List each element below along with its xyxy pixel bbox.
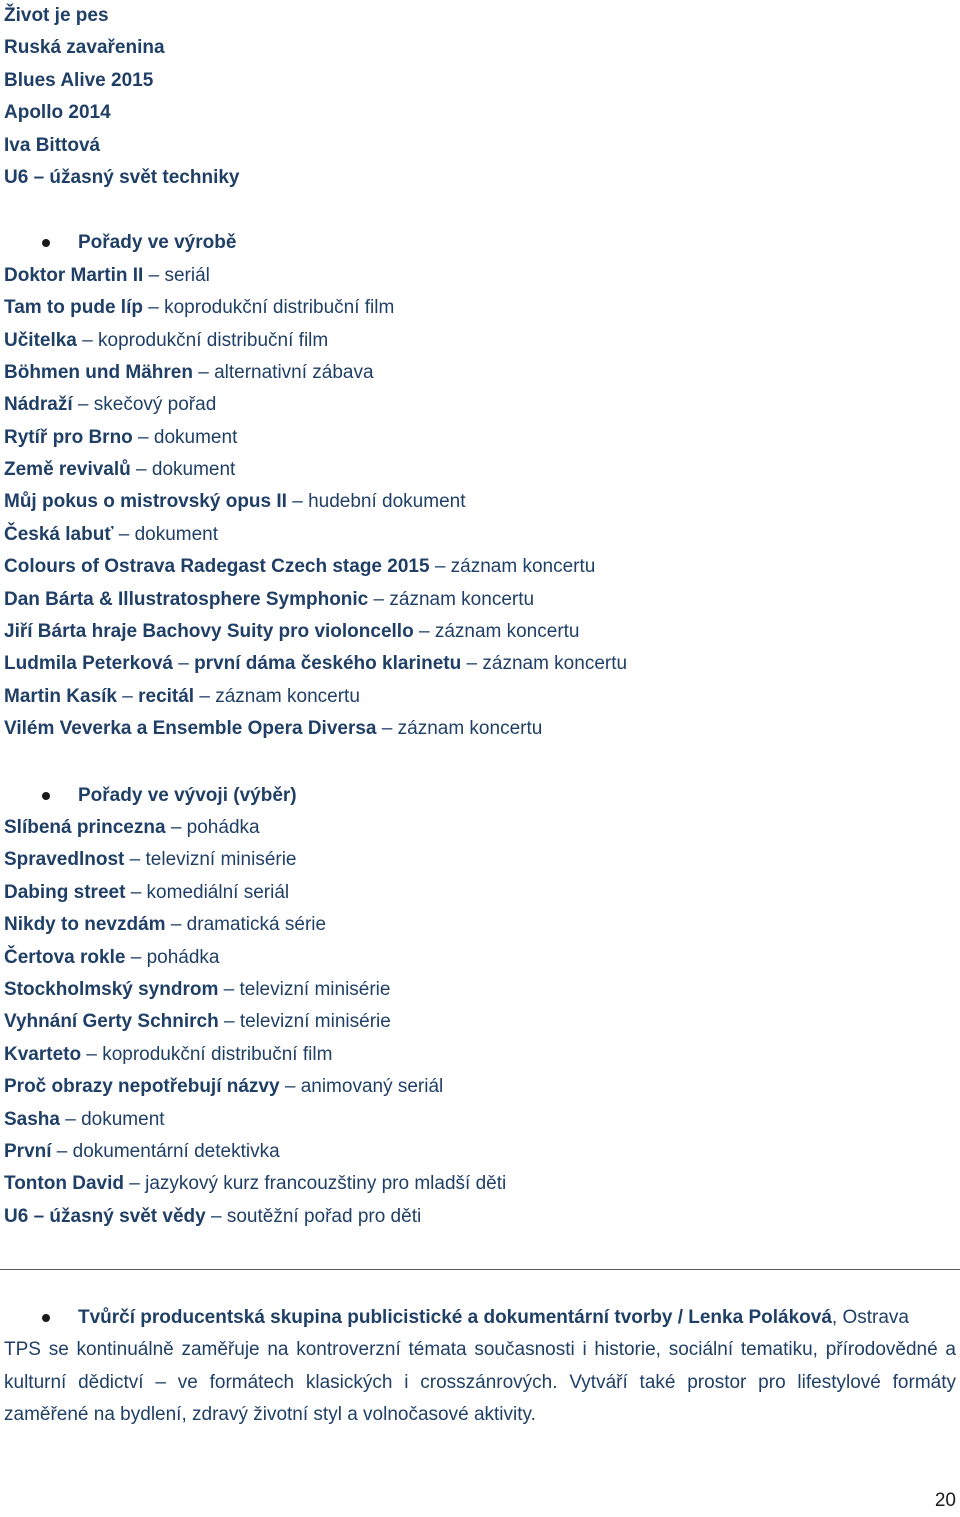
item-description: dokument	[81, 1108, 165, 1130]
item-title: Slíbená princezna	[4, 816, 166, 838]
item-description: záznam koncertu	[450, 556, 596, 578]
list-item: Vyhnání Gerty Schnirch – televizní minisérie	[4, 1011, 391, 1033]
item-description: animovaný seriál	[300, 1076, 444, 1098]
item-title: Nikdy to nevzdám	[4, 914, 166, 936]
item-title: Colours of Ostrava Radegast Czech stage 2015	[4, 556, 430, 578]
list-item: Nádraží – skečový pořad	[4, 394, 217, 416]
item-title: Ludmila Peterková	[4, 653, 173, 675]
list-item: Martin Kasík – recitál – záznam koncertu	[4, 685, 360, 707]
item-description: komediální seriál	[146, 881, 290, 903]
item-description: televizní minisérie	[145, 849, 297, 871]
list-item: Colours of Ostrava Radegast Czech stage 2015 – záznam koncertu	[4, 556, 596, 578]
list-item: Sasha – dokument	[4, 1108, 165, 1130]
item-title: Sasha	[4, 1108, 60, 1130]
item-description: televizní minisérie	[239, 1011, 391, 1033]
item-description: koprodukční distribuční film	[164, 297, 395, 319]
item-description: záznam koncertu	[215, 685, 360, 707]
top-list	[4, 0, 956, 194]
item-subtitle: recitál	[138, 685, 195, 707]
item-description: koprodukční distribuční film	[98, 329, 329, 351]
item-description: koprodukční distribuční film	[102, 1043, 333, 1065]
item-description: dokument	[151, 459, 236, 481]
item-description: pohádka	[146, 946, 220, 968]
list-item: Kvarteto – koprodukční distribuční film	[4, 1043, 333, 1065]
list-item: Doktor Martin II – seriál	[4, 264, 210, 286]
production-list	[4, 260, 956, 746]
list-item: Učitelka – koprodukční distribuční film	[4, 329, 329, 351]
page-number: 20	[934, 1490, 956, 1511]
list-item: Böhmen und Mähren – alternativní zábava	[4, 361, 374, 383]
item-title: Stockholmský syndrom	[4, 978, 219, 1000]
list-item: Život je pes	[4, 5, 109, 26]
item-title: Proč obrazy nepotřebují názvy	[4, 1076, 280, 1098]
list-item: Stockholmský syndrom – televizní minisérie	[4, 978, 391, 1000]
list-item: Vilém Veverka a Ensemble Opera Diversa – záznam koncertu	[4, 718, 543, 740]
list-item: U6 – úžasný svět techniky	[4, 166, 240, 188]
tps-section	[4, 1302, 956, 1432]
item-description: záznam koncertu	[389, 588, 535, 610]
item-title: Učitelka	[4, 329, 77, 351]
tps-heading-bold: Tvůrčí producentská skupina publicistické a dokumentární tvorby / Lenka Poláková	[78, 1307, 832, 1328]
bullet-icon	[42, 239, 50, 247]
list-item: Tam to pude líp – koprodukční distribuční film	[4, 297, 395, 319]
item-description: dokument	[153, 426, 238, 448]
item-title: Česká labuť	[4, 523, 114, 545]
item-description: dokument	[134, 523, 219, 545]
item-title: Kvarteto	[4, 1043, 82, 1065]
list-item: Iva Bittová	[4, 134, 101, 156]
list-item: Čertova rokle – pohádka	[4, 946, 220, 968]
item-description: seriál	[164, 264, 210, 286]
item-title: Dabing street	[4, 881, 126, 903]
list-item: Dabing street – komediální seriál	[4, 881, 290, 903]
list-item: Slíbená princezna – pohádka	[4, 816, 260, 838]
item-title: Rytíř pro Brno	[4, 426, 133, 448]
item-title: Martin Kasík	[4, 685, 117, 707]
list-item: První – dokumentární detektivka	[4, 1140, 280, 1162]
list-item: Spravedlnost – televizní minisérie	[4, 849, 297, 871]
bullet-icon	[42, 1314, 50, 1322]
list-item: Ruská zavařenina	[4, 37, 165, 59]
tps-paragraph: TPS se kontinuálně zaměřuje na kontroverzní témata současnosti i historie, sociální tematiku, přírodovědné a kulturní dědictví – ve formátech klasických i crosszánrových. Vytváří také prostor pro lifestylové formáty zaměřené na bydlení, zdravý životní styl a volnočasové aktivity.	[4, 1339, 956, 1426]
section-heading-development	[4, 780, 956, 812]
section-heading-text: Pořady ve výrobě	[78, 232, 237, 254]
item-description: záznam koncertu	[482, 653, 628, 675]
item-description: soutěžní pořad pro děti	[226, 1205, 422, 1227]
item-title: Země revivalů	[4, 459, 131, 481]
document-page	[4, 0, 956, 1233]
list-item: Dan Bárta & Illustratosphere Symphonic – záznam koncertu	[4, 588, 535, 610]
horizontal-rule	[0, 1269, 960, 1270]
item-title: U6 – úžasný svět vědy	[4, 1205, 206, 1227]
item-title: Vilém Veverka a Ensemble Opera Diversa	[4, 718, 377, 740]
item-title: Jiří Bárta hraje Bachovy Suity pro violoncello	[4, 621, 414, 643]
item-description: hudební dokument	[308, 491, 466, 513]
list-item: Česká labuť – dokument	[4, 523, 219, 545]
list-item: U6 – úžasný svět vědy – soutěžní pořad pro děti	[4, 1205, 422, 1227]
list-item: Rytíř pro Brno – dokument	[4, 426, 238, 448]
list-item: Blues Alive 2015	[4, 69, 154, 91]
item-title: Můj pokus o mistrovský opus II	[4, 491, 287, 513]
item-description: dramatická série	[186, 914, 327, 936]
item-title: Tonton David	[4, 1173, 124, 1195]
item-description: záznam koncertu	[434, 621, 580, 643]
item-title: První	[4, 1140, 52, 1162]
item-title: Dan Bárta & Illustratosphere Symphonic	[4, 588, 369, 610]
item-description: televizní minisérie	[239, 978, 391, 1000]
item-description: záznam koncertu	[397, 718, 543, 740]
item-title: Nádraží	[4, 394, 73, 416]
list-item: Můj pokus o mistrovský opus II – hudební dokument	[4, 491, 466, 513]
item-description: jazykový kurz francouzštiny pro mladší děti	[145, 1173, 507, 1195]
list-item: Apollo 2014	[4, 102, 111, 124]
section-heading-tps	[4, 1302, 956, 1334]
item-subtitle: první dáma českého klarinetu	[194, 653, 462, 675]
item-title: Čertova rokle	[4, 946, 126, 968]
development-list	[4, 812, 956, 1233]
list-item: Země revivalů – dokument	[4, 459, 236, 481]
bullet-icon	[42, 792, 50, 800]
item-description: pohádka	[186, 816, 260, 838]
list-item: Nikdy to nevzdám – dramatická série	[4, 914, 327, 936]
item-description: skečový pořad	[93, 394, 217, 416]
section-heading-production	[4, 227, 956, 259]
item-title: Tam to pude líp	[4, 297, 143, 319]
item-title: Böhmen und Mähren	[4, 361, 193, 383]
item-description: alternativní zábava	[214, 361, 374, 383]
section-heading-text: Pořady ve vývoji (výběr)	[78, 784, 297, 806]
item-title: Vyhnání Gerty Schnirch	[4, 1011, 219, 1033]
list-item: Tonton David – jazykový kurz francouzštiny pro mladší děti	[4, 1173, 507, 1195]
item-title: Spravedlnost	[4, 849, 125, 871]
list-item: Jiří Bárta hraje Bachovy Suity pro violoncello – záznam koncertu	[4, 621, 580, 643]
item-description: dokumentární detektivka	[72, 1140, 280, 1162]
item-title: Doktor Martin II	[4, 264, 144, 286]
list-item: Ludmila Peterková – první dáma českého klarinetu – záznam koncertu	[4, 653, 628, 675]
list-item: Proč obrazy nepotřebují názvy – animovaný seriál	[4, 1076, 444, 1098]
tps-heading-rest: , Ostrava	[831, 1307, 909, 1328]
